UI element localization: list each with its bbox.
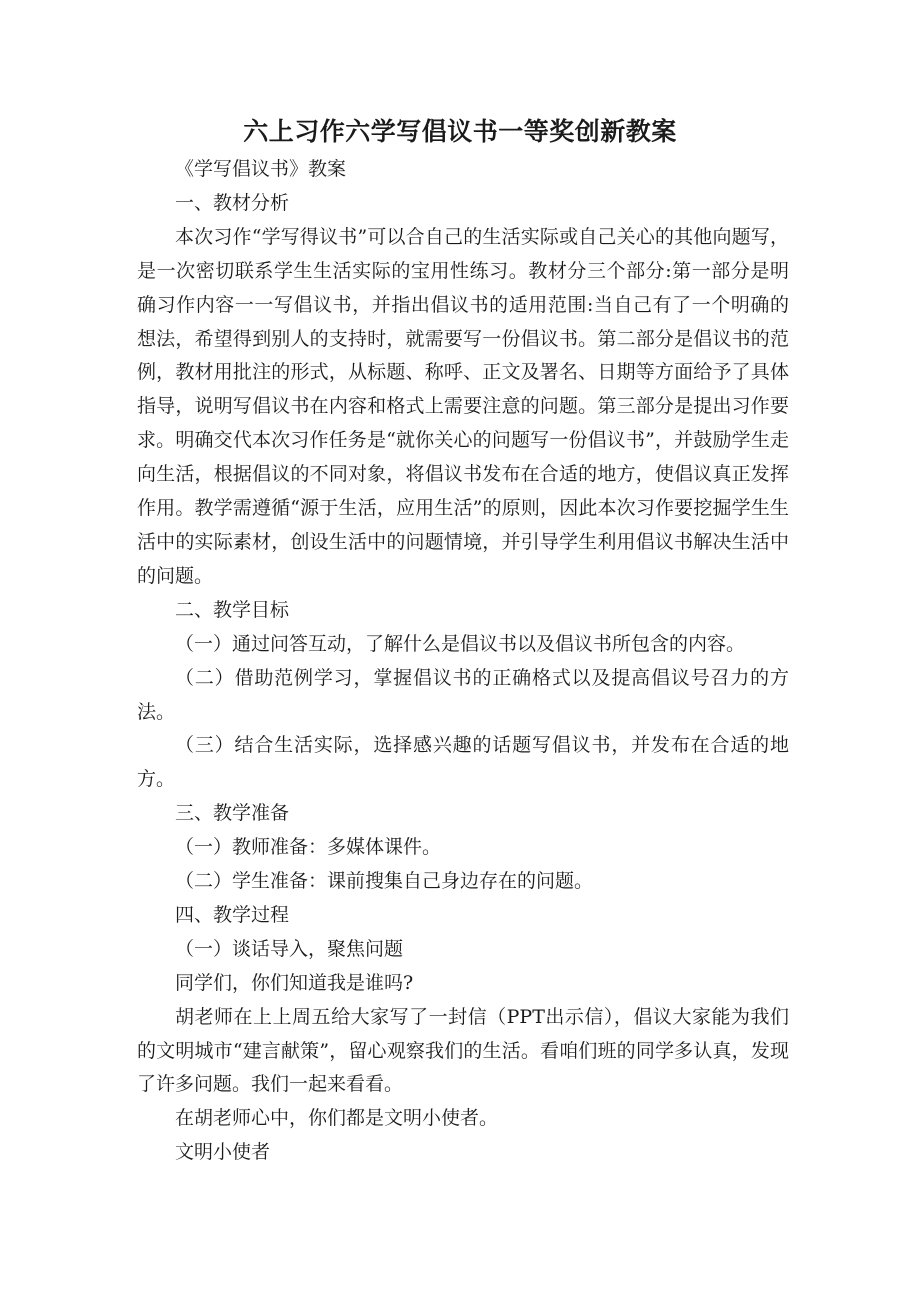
preparation-item-1: （一）教师准备：多媒体课件。 [175, 836, 442, 859]
goal-item-1: （一）通过问答互动，了解什么是倡议书以及倡议书所包含的内容。 [175, 632, 746, 655]
section-heading-textbook-analysis: 一、教材分析 [175, 191, 290, 214]
paragraph-letter: 胡老师在上上周五给大家写了一封信（PPT出示信），倡议大家能为我们的文明城市“建言献策”，留心观察我们的生活。看咱们班的同学多认真，发现了许多问题。我们一起来看看。 [137, 1005, 789, 1096]
goal-item-2: （二）借助范例学习，掌握倡议书的正确格式以及提高倡议号召力的方法。 [137, 666, 789, 723]
paragraph-envoy: 在胡老师心中，你们都是文明小使者。 [175, 1107, 499, 1130]
section-heading-preparation: 三、教学准备 [175, 802, 290, 825]
section-heading-process: 四、教学过程 [175, 903, 290, 926]
paragraph-question: 同学们，你们知道我是谁吗? [175, 971, 414, 994]
process-subheading-1: （一）谈话导入，聚焦问题 [175, 937, 404, 960]
paragraph-textbook-analysis: 本次习作“学写得议书”可以合自己的生活实际或自己关心的其他向题写，是一次密切联系学生生活实际的宝用性练习。教材分三个部分:第一部分是明确习作内容一一写倡议书，并指出倡议书的适用范围:当自己有了一个明确的想法，希望得到别人的支持时，就需要写一份倡议书。第二部分是倡议书的范例，教材用批注的形式，从标题、称呼、正文及署名、日期等方面给予了具体指导，说明写倡议书在内容和格式上需要注意的问题。第三部分是提出习作要求。明确交代本次习作任务是“就你关心的问题写一份倡议书”，并鼓励学生走向生活，根据倡议的不同对象，将倡议书发布在合适的地方，使倡议真正发挥作用。教学需遵循“源于生活，应用生活”的原则，因此本次习作要挖掘学生生活中的实际素材，创设生活中的问题情境，并引导学生利用倡议书解决生活中的问题。 [137, 225, 789, 587]
goal-item-3: （三）结合生活实际，选择感兴趣的话题写倡议书，并发布在合适的地方。 [137, 734, 789, 791]
preparation-item-2: （二）学生准备：课前搜集自己身边存在的问题。 [175, 870, 594, 893]
paragraph-envoy-title: 文明小使者 [175, 1141, 271, 1164]
lesson-plan-heading: 《学写倡议书》教案 [175, 158, 347, 180]
document-body [137, 153, 789, 1170]
section-heading-teaching-goals: 二、教学目标 [175, 598, 290, 621]
document-title: 六上习作六学写倡议书一等奖创新教案 [243, 117, 677, 146]
